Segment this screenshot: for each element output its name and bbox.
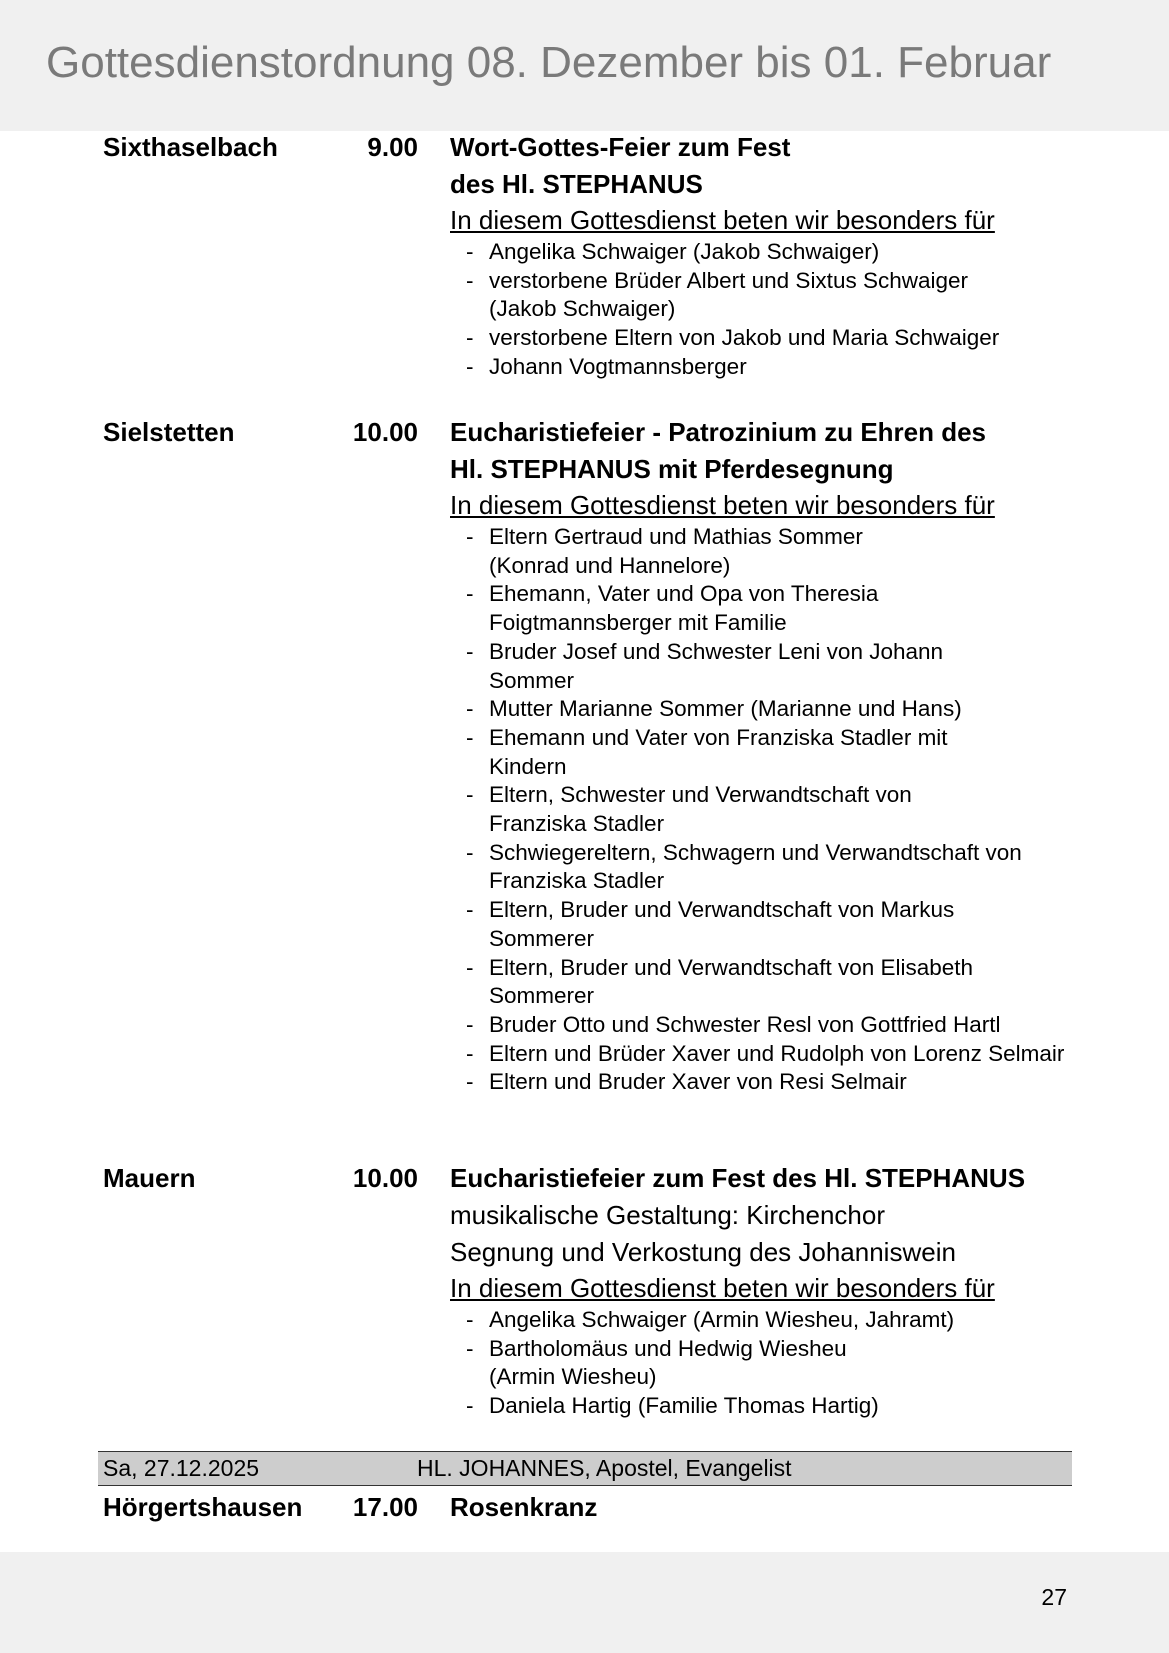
service-place: Sixthaselbach xyxy=(103,132,278,162)
intention-item: - Eltern Gertraud und Mathias Sommer (Konrad und Hannelore) xyxy=(450,523,934,580)
intention-item: - verstorbene Eltern von Jakob und Maria Schwaiger xyxy=(450,324,1090,353)
intention-item: - Eltern und Bruder Xaver von Resi Selmair xyxy=(450,1068,1090,1097)
service-details xyxy=(450,129,1090,382)
service-place: Sielstetten xyxy=(103,417,235,447)
intention-item: - Ehemann und Vater von Franziska Stadler mit Kindern xyxy=(450,724,1029,781)
intention-item: - Bruder Otto und Schwester Resl von Gottfried Hartl xyxy=(450,1011,1089,1040)
prayer-heading: In diesem Gottesdienst beten wir besonders für xyxy=(450,490,995,520)
service-place: Mauern xyxy=(103,1163,196,1193)
service-details xyxy=(450,1489,1090,1526)
service-title-line: Rosenkranz xyxy=(450,1492,598,1522)
intention-item: - Angelika Schwaiger (Armin Wiesheu, Jahramt) xyxy=(450,1306,1090,1335)
service-note: Segnung und Verkostung des Johanniswein xyxy=(450,1237,956,1267)
intention-item: - Ehemann, Vater und Opa von Theresia Foigtmannsberger mit Familie xyxy=(450,580,959,637)
intention-item: - Johann Vogtmannsberger xyxy=(450,353,1090,382)
page-number: 27 xyxy=(1041,1584,1067,1610)
service-note: musikalische Gestaltung: Kirchenchor xyxy=(450,1200,885,1230)
intention-item: - Daniela Hartig (Familie Thomas Hartig) xyxy=(450,1392,1090,1421)
intention-list xyxy=(450,238,1090,382)
service-place: Hörgertshausen xyxy=(103,1492,303,1522)
intention-list xyxy=(450,523,1090,1097)
service-time: 17.00 xyxy=(352,1492,418,1522)
intention-item: - Eltern, Bruder und Verwandtschaft von Markus Sommerer xyxy=(450,896,1019,953)
intention-list xyxy=(450,1306,1090,1421)
service-details xyxy=(450,1160,1090,1421)
service-title-line: Eucharistiefeier - Patrozinium zu Ehren des xyxy=(450,417,987,447)
service-time: 10.00 xyxy=(352,417,418,447)
service-time: 9.00 xyxy=(367,132,418,162)
service-time: 10.00 xyxy=(352,1163,418,1193)
intention-item: - Eltern, Schwester und Verwandtschaft von Franziska Stadler xyxy=(450,781,989,838)
intention-item: - Mutter Marianne Sommer (Marianne und Hans) xyxy=(450,695,1090,724)
service-title-line: Hl. STEPHANUS mit Pferdesegnung xyxy=(450,454,894,484)
service-details xyxy=(450,414,1090,1097)
page-title: Gottesdienstordnung 08. Dezember bis 01. Februar xyxy=(46,38,1052,87)
intention-item: - Eltern, Bruder und Verwandtschaft von Elisabeth Sommerer xyxy=(450,954,1059,1011)
intention-item: - Angelika Schwaiger (Jakob Schwaiger) xyxy=(450,238,1090,267)
intention-item: - Schwiegereltern, Schwagern und Verwandtschaft von Franziska Stadler xyxy=(450,839,1064,896)
page-footer xyxy=(0,1552,1169,1653)
prayer-heading: In diesem Gottesdienst beten wir besonders für xyxy=(450,205,995,235)
prayer-heading: In diesem Gottesdienst beten wir besonders für xyxy=(450,1273,995,1303)
intention-item: - verstorbene Brüder Albert und Sixtus Schwaiger (Jakob Schwaiger) xyxy=(450,267,1034,324)
intention-item: - Bruder Josef und Schwester Leni von Johann Sommer xyxy=(450,638,1019,695)
service-title-line: des Hl. STEPHANUS xyxy=(450,169,703,199)
page-header xyxy=(0,0,1169,131)
day-feast: HL. JOHANNES, Apostel, Evangelist xyxy=(417,1455,792,1481)
day-header-row xyxy=(98,1451,1072,1486)
intention-item: - Eltern und Brüder Xaver und Rudolph von Lorenz Selmair xyxy=(450,1040,1069,1069)
intention-item: - Bartholomäus und Hedwig Wiesheu (Armin Wiesheu) xyxy=(450,1335,919,1392)
service-title-line: Wort-Gottes-Feier zum Fest xyxy=(450,132,791,162)
day-date: Sa, 27.12.2025 xyxy=(103,1455,260,1481)
service-title-line: Eucharistiefeier zum Fest des Hl. STEPHANUS xyxy=(450,1163,1026,1193)
